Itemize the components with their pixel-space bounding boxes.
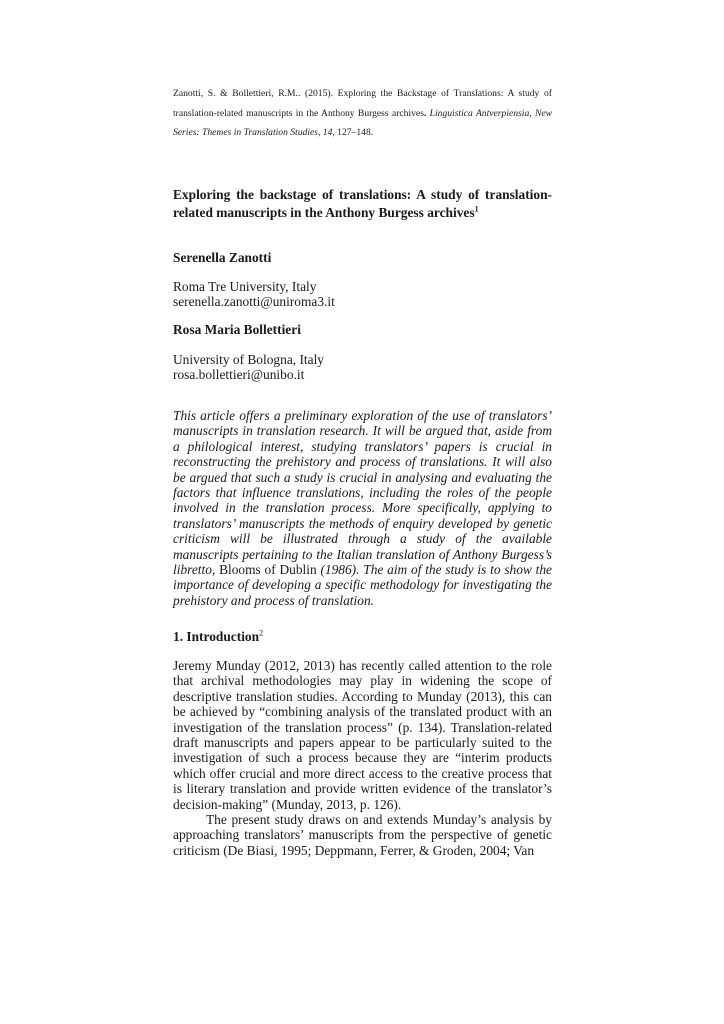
abstract-work-title: Blooms of Dublin: [219, 562, 317, 578]
citation-pages: , 127–148.: [332, 127, 374, 138]
section-body: [173, 658, 552, 858]
author-name: Serenella Zanotti: [173, 250, 272, 265]
author-affiliation: University of Bologna, Italy: [173, 352, 324, 367]
citation-text: Zanotti, S. & Bollettieri, R.M.. (2015). Exploring the Backstage of Translations: A study of translation-related manuscripts in the Anthony Burgess archives: [173, 88, 552, 119]
heading-footnote-marker[interactable]: 2: [259, 628, 264, 638]
citation-header: Zanotti, S. & Bollettieri, R.M.. (2015). Exploring the Backstage of Translations: A study of translation-related manuscripts in the Anthony Burgess archives. Linguistica Antverpiensia, New Series: Themes in Translation Studies, 14, 127–148.: [173, 88, 552, 138]
title-footnote-marker[interactable]: 1: [474, 204, 479, 214]
section-heading: 1. Introduction$^2$: [173, 628, 264, 644]
author-affiliation: Roma Tre University, Italy: [173, 279, 317, 294]
author-name: Rosa Maria Bollettieri: [173, 322, 301, 337]
body-paragraph: The present study draws on and extends Munday’s analysis by approaching translators’ manuscripts from the perspective of genetic criticism (De Biasi, 1995; Deppmann, Ferrer, & Groden, 2004; Van: [173, 812, 552, 858]
article-title: Exploring the backstage of translations: A study of translation-related manuscripts in the Anthony Burgess archives$^1$: [173, 187, 552, 220]
abstract: This article offers a preliminary exploration of the use of translators’ manuscripts in translation research. It will be argued that, aside from a philological interest, studying translators’ papers is crucial in reconstructing the prehistory and process of translations. It will also be argued that such a study is crucial in analysing and evaluating the factors that influence translations, including the roles of the people involved in the translation process. More specifically, applying to translators’ manuscripts the methods of enquiry developed by genetic criticism will be illustrated through a study of the available manuscripts pertaining to the Italian translation of Anthony Burgess’s libretto, Blooms of Dublin (1986). The aim of the study is to show the importance of developing a specific methodology for investigating the prehistory and process of translation.: [173, 408, 552, 608]
body-paragraph: Jeremy Munday (2012, 2013) has recently called attention to the role that archival methodologies may play in widening the scope of descriptive translation studies. According to Munday (2013), this can be achieved by “combining analysis of the translated product with an investigation of the translation process” (p. 134). Translation-related draft manuscripts and papers appear to be particularly suited to the investigation of such a process because they are “interim products which offer crucial and more direct access to the creative process that is literary translation and provide written evidence of the translator’s decision-making” (Munday, 2013, p. 126).: [173, 658, 552, 812]
citation-volume: 14: [322, 127, 333, 138]
citation-journal: Linguistica Antverpiensia, New Series: Themes in Translation Studies: [173, 107, 552, 138]
author-email[interactable]: rosa.bollettieri@unibo.it: [173, 367, 305, 382]
author-email[interactable]: serenella.zanotti@uniroma3.it: [173, 294, 335, 309]
